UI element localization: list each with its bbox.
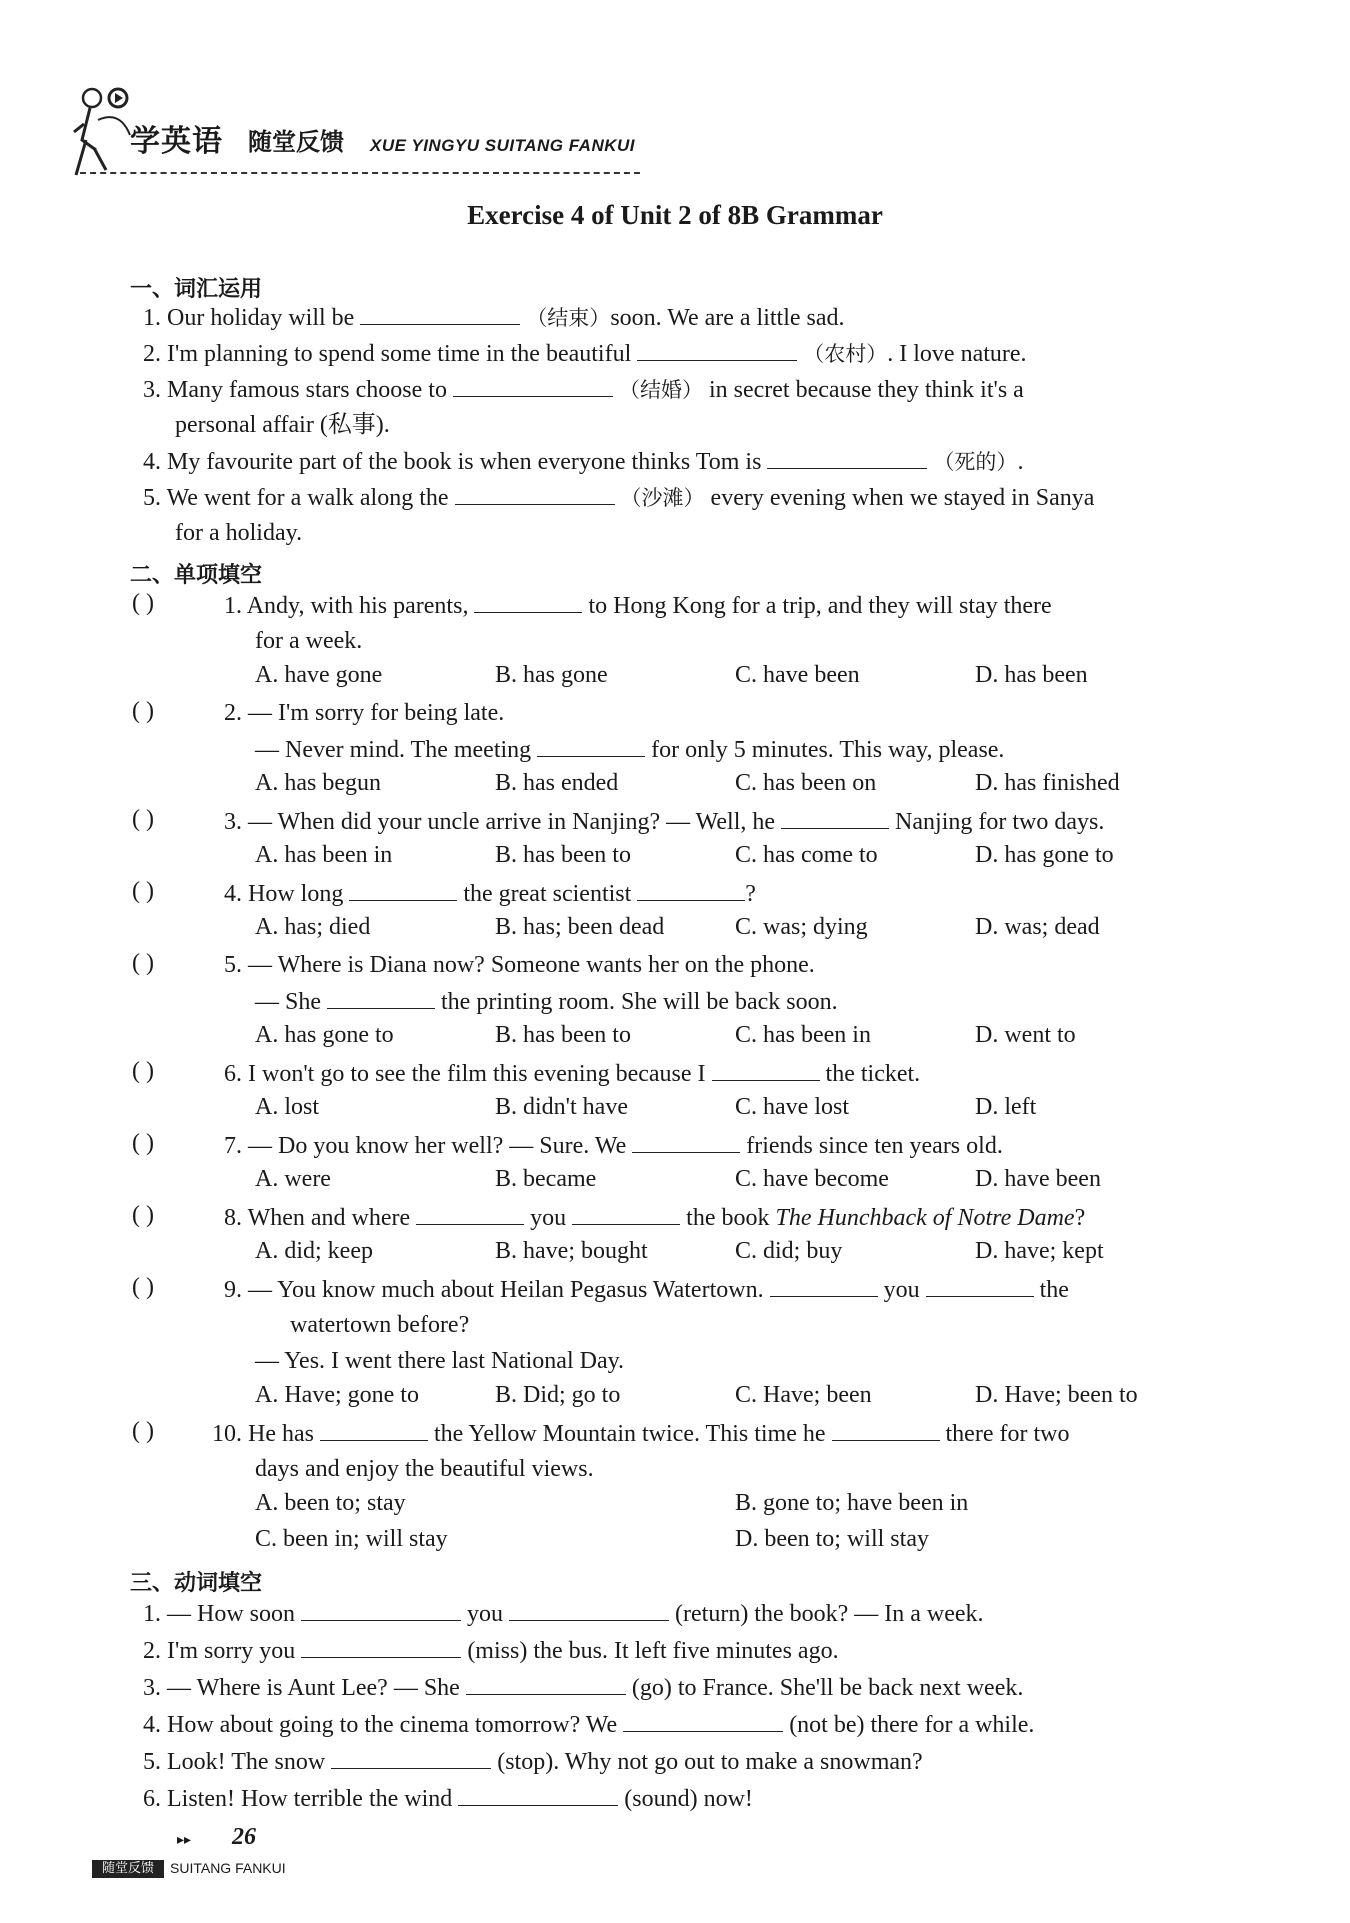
s1-item-3-cont: personal affair (私事). [175,412,390,438]
s2-q9-reply: — Yes. I went there last National Day. [255,1348,625,1374]
s2-q9: 9. — You know much about Heilan Pegasus Watertown. you the [224,1274,1069,1305]
answer-paren[interactable]: ( ) [132,698,154,724]
option-a[interactable]: A. has been in [255,842,393,868]
s3-item-4: 4. How about going to the cinema tomorrow? We (not be) there for a while. [143,1709,1034,1740]
answer-blank[interactable] [712,1058,820,1081]
exercise-title: Exercise 4 of Unit 2 of 8B Grammar [467,200,883,230]
brand-header [70,80,670,180]
option-c[interactable]: C. have become [735,1166,889,1192]
answer-paren[interactable]: ( ) [132,1274,154,1300]
answer-blank[interactable] [926,1274,1034,1297]
option-d[interactable]: D. went to [975,1022,1076,1048]
option-a[interactable]: A. did; keep [255,1238,373,1264]
footer-tag-text: SUITANG FANKUI [170,1860,286,1876]
option-b[interactable]: B. Did; go to [495,1382,621,1408]
option-b[interactable]: B. didn't have [495,1094,628,1120]
s3-item-5: 5. Look! The snow (stop). Why not go out to make a snowman? [143,1746,923,1777]
option-c[interactable]: C. Have; been [735,1382,872,1408]
answer-blank[interactable] [320,1418,428,1441]
s2-q10: 10. He has the Yellow Mountain twice. This time he there for two [212,1418,1069,1449]
answer-blank[interactable] [572,1202,680,1225]
s3-item-2: 2. I'm sorry you (miss) the bus. It left five minutes ago. [143,1635,839,1666]
s2-q3: 3. — When did your uncle arrive in Nanjing? — Well, he Nanjing for two days. [224,806,1104,837]
answer-blank[interactable] [623,1709,783,1732]
s1-item-4: 4. My favourite part of the book is when everyone thinks Tom is （死的）. [143,446,1023,477]
s2-q2: 2. — I'm sorry for being late. [224,700,505,726]
option-a[interactable]: A. Have; gone to [255,1382,419,1408]
option-c[interactable]: C. has come to [735,842,878,868]
s1-item-2: 2. I'm planning to spend some time in the beautiful （农村）. I love nature. [143,338,1027,369]
option-b[interactable]: B. gone to; have been in [735,1490,969,1516]
s2-q10-cont: days and enjoy the beautiful views. [255,1456,594,1482]
option-a[interactable]: A. were [255,1166,331,1192]
s2-q4: 4. How long the great scientist ? [224,878,756,909]
s2-q9-cont: watertown before? [290,1312,470,1338]
page-footer [92,1818,312,1878]
option-c[interactable]: C. has been on [735,770,877,796]
answer-blank[interactable] [360,302,520,325]
answer-blank[interactable] [537,734,645,757]
book-title: The Hunchback of Notre Dame [775,1205,1075,1231]
answer-blank[interactable] [458,1783,618,1806]
option-a[interactable]: A. been to; stay [255,1490,406,1516]
answer-paren[interactable]: ( ) [132,1418,154,1444]
s3-item-6: 6. Listen! How terrible the wind (sound) now! [143,1783,753,1814]
option-c[interactable]: C. have been [735,662,860,688]
option-d[interactable]: D. was; dead [975,914,1100,940]
option-d[interactable]: D. has finished [975,770,1120,796]
section3-heading: 三、动词填空 [130,1571,263,1596]
answer-blank[interactable] [474,590,582,613]
answer-blank[interactable] [301,1635,461,1658]
answer-paren[interactable]: ( ) [132,950,154,976]
option-d[interactable]: D. have; kept [975,1238,1104,1264]
option-c[interactable]: C. have lost [735,1094,849,1120]
answer-blank[interactable] [767,446,927,469]
s2-q8: 8. When and where you the book The Hunchback of Notre Dame? [224,1202,1085,1233]
option-d[interactable]: D. has gone to [975,842,1114,868]
section1-heading: 一、词汇运用 [130,277,263,302]
option-b[interactable]: B. has been to [495,842,631,868]
answer-blank[interactable] [632,1130,740,1153]
answer-blank[interactable] [781,806,889,829]
s2-q6: 6. I won't go to see the film this evening because I the ticket. [224,1058,920,1089]
s1-item-5-cont: for a holiday. [175,520,303,546]
s2-q1-cont: for a week. [255,628,363,654]
answer-paren[interactable]: ( ) [132,1202,154,1228]
s3-item-1: 1. — How soon you (return) the book? — In a week. [143,1598,984,1629]
answer-blank[interactable] [770,1274,878,1297]
option-d[interactable]: D. Have; been to [975,1382,1138,1408]
answer-blank[interactable] [466,1672,626,1695]
option-c[interactable]: C. been in; will stay [255,1526,448,1552]
answer-paren[interactable]: ( ) [132,1058,154,1084]
answer-blank[interactable] [301,1598,461,1621]
answer-blank[interactable] [331,1746,491,1769]
option-d[interactable]: D. left [975,1094,1037,1120]
s2-q5-cont: — She the printing room. She will be back soon. [255,986,838,1017]
option-b[interactable]: B. have; bought [495,1238,648,1264]
option-b[interactable]: B. has been to [495,1022,631,1048]
answer-paren[interactable]: ( ) [132,590,154,616]
s1-item-5: 5. We went for a walk along the （沙滩） every evening when we stayed in Sanya [143,482,1094,513]
arrows-icon: ▸▸ [177,1832,192,1848]
option-c[interactable]: C. did; buy [735,1238,843,1264]
footer-tag: 随堂反馈 [92,1860,164,1878]
answer-paren[interactable]: ( ) [132,1130,154,1156]
brand-subtitle: 随堂反馈 [248,128,344,156]
option-a[interactable]: A. lost [255,1094,320,1120]
answer-blank[interactable] [453,374,613,397]
brand-title: 学英语 [130,124,223,159]
section2-heading: 二、单项填空 [130,563,263,588]
option-b[interactable]: B. has; been dead [495,914,665,940]
answer-paren[interactable]: ( ) [132,878,154,904]
answer-blank[interactable] [349,878,457,901]
option-a[interactable]: A. has begun [255,770,381,796]
s1-item-3: 3. Many famous stars choose to （结婚） in secret because they think it's a [143,374,1024,405]
s2-q2-cont: — Never mind. The meeting for only 5 minutes. This way, please. [255,734,1004,765]
answer-blank[interactable] [637,338,797,361]
answer-blank[interactable] [832,1418,940,1441]
brand-pinyin: XUE YINGYU SUITANG FANKUI [370,136,636,155]
header-divider [80,172,640,174]
page-number: 26 [232,1824,256,1850]
s2-q1: 1. Andy, with his parents, to Hong Kong for a trip, and they will stay there [224,590,1052,621]
answer-blank[interactable] [416,1202,524,1225]
option-c[interactable]: C. has been in [735,1022,871,1048]
option-a[interactable]: A. have gone [255,662,383,688]
answer-blank[interactable] [509,1598,669,1621]
s2-q5: 5. — Where is Diana now? Someone wants her on the phone. [224,952,815,978]
option-b[interactable]: B. has ended [495,770,619,796]
option-b[interactable]: B. has gone [495,662,608,688]
option-c[interactable]: C. was; dying [735,914,868,940]
s2-q7: 7. — Do you know her well? — Sure. We friends since ten years old. [224,1130,1003,1161]
answer-paren[interactable]: ( ) [132,806,154,832]
option-d[interactable]: D. been to; will stay [735,1526,929,1552]
answer-blank[interactable] [637,878,745,901]
option-a[interactable]: A. has; died [255,914,371,940]
option-a[interactable]: A. has gone to [255,1022,394,1048]
option-d[interactable]: D. have been [975,1166,1101,1192]
s3-item-3: 3. — Where is Aunt Lee? — She (go) to France. She'll be back next week. [143,1672,1023,1703]
s1-item-1: 1. Our holiday will be （结束）soon. We are a little sad. [143,302,845,333]
option-d[interactable]: D. has been [975,662,1088,688]
answer-blank[interactable] [455,482,615,505]
answer-blank[interactable] [327,986,435,1009]
option-b[interactable]: B. became [495,1166,597,1192]
